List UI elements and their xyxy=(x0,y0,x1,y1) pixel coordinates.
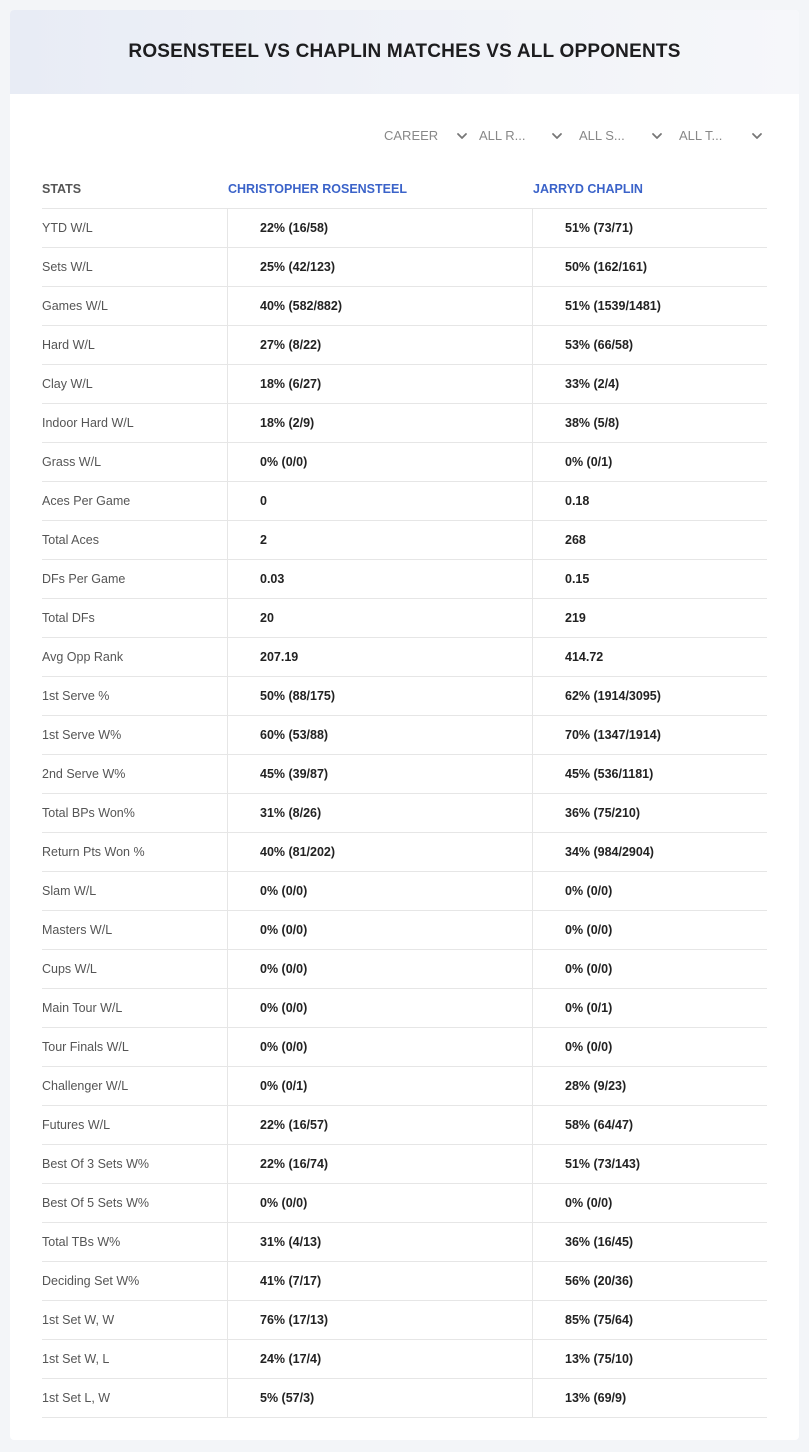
player2-stat-value: 0% (0/0) xyxy=(532,872,767,910)
player1-stat-value: 0% (0/0) xyxy=(227,989,531,1027)
stat-label: Main Tour W/L xyxy=(42,1001,123,1015)
stat-label: Clay W/L xyxy=(42,377,93,391)
player2-stat-value: 51% (73/71) xyxy=(532,209,767,247)
player2-stat-value: 28% (9/23) xyxy=(532,1067,767,1105)
period-filter-select[interactable] xyxy=(384,125,470,147)
table-row xyxy=(42,248,767,287)
stats-table-body xyxy=(42,209,767,1418)
player1-stat-value: 24% (17/4) xyxy=(227,1340,531,1378)
player1-stat-value: 41% (7/17) xyxy=(227,1262,531,1300)
stat-label: Grass W/L xyxy=(42,455,102,469)
player1-stat-value: 0% (0/0) xyxy=(227,872,531,910)
player1-stat-value: 0% (0/1) xyxy=(227,1067,531,1105)
stat-label: Return Pts Won % xyxy=(42,845,145,859)
player2-name-link[interactable]: JARRYD CHAPLIN xyxy=(533,182,643,196)
player1-stat-value: 25% (42/123) xyxy=(227,248,531,286)
table-row xyxy=(42,1379,767,1418)
player2-stat-value: 0% (0/0) xyxy=(532,1184,767,1222)
player2-stat-value: 268 xyxy=(532,521,767,559)
player1-stat-value: 76% (17/13) xyxy=(227,1301,531,1339)
player2-stat-value: 13% (69/9) xyxy=(532,1379,767,1417)
stat-label: Aces Per Game xyxy=(42,494,131,508)
tournament-filter-select[interactable] xyxy=(679,125,765,147)
stat-label: Total BPs Won% xyxy=(42,806,135,820)
stat-label: 2nd Serve W% xyxy=(42,767,126,781)
table-row xyxy=(42,443,767,482)
surface-filter-select[interactable] xyxy=(579,125,665,147)
player1-stat-value: 60% (53/88) xyxy=(227,716,531,754)
stats-column-header: STATS xyxy=(42,182,82,196)
stat-label: Masters W/L xyxy=(42,923,113,937)
chevron-down-icon xyxy=(551,125,563,147)
table-row xyxy=(42,911,767,950)
player1-stat-value: 20 xyxy=(227,599,531,637)
player2-stat-value: 51% (1539/1481) xyxy=(532,287,767,325)
stat-label: YTD W/L xyxy=(42,221,93,235)
player2-stat-value: 53% (66/58) xyxy=(532,326,767,364)
stat-label: Cups W/L xyxy=(42,962,97,976)
table-row xyxy=(42,638,767,677)
stat-label: 1st Serve % xyxy=(42,689,110,703)
player1-stat-value: 0% (0/0) xyxy=(227,1184,531,1222)
player1-stat-value: 22% (16/58) xyxy=(227,209,531,247)
table-row xyxy=(42,482,767,521)
table-row xyxy=(42,950,767,989)
table-row xyxy=(42,1028,767,1067)
table-row xyxy=(42,1106,767,1145)
player2-stat-value: 0.15 xyxy=(532,560,767,598)
table-row xyxy=(42,1067,767,1106)
player1-stat-value: 0.03 xyxy=(227,560,531,598)
player1-stat-value: 45% (39/87) xyxy=(227,755,531,793)
player1-stat-value: 5% (57/3) xyxy=(227,1379,531,1417)
player1-stat-value: 50% (88/175) xyxy=(227,677,531,715)
player2-stat-value: 0% (0/0) xyxy=(532,911,767,949)
table-row xyxy=(42,560,767,599)
stat-label: Challenger W/L xyxy=(42,1079,129,1093)
page-title: ROSENSTEEL VS CHAPLIN MATCHES VS ALL OPPONENTS xyxy=(128,41,681,62)
stat-label: Hard W/L xyxy=(42,338,95,352)
player1-stat-value: 18% (6/27) xyxy=(227,365,531,403)
player2-stat-value: 45% (536/1181) xyxy=(532,755,767,793)
player2-stat-value: 50% (162/161) xyxy=(532,248,767,286)
stat-label: Futures W/L xyxy=(42,1118,111,1132)
stat-label: 1st Serve W% xyxy=(42,728,122,742)
player2-stat-value: 33% (2/4) xyxy=(532,365,767,403)
player1-stat-value: 0% (0/0) xyxy=(227,1028,531,1066)
player1-stat-value: 40% (81/202) xyxy=(227,833,531,871)
player1-stat-value: 22% (16/74) xyxy=(227,1145,531,1183)
player1-stat-value: 0% (0/0) xyxy=(227,950,531,988)
stat-label: Indoor Hard W/L xyxy=(42,416,134,430)
table-row xyxy=(42,404,767,443)
player1-stat-value: 0% (0/0) xyxy=(227,911,531,949)
table-row xyxy=(42,794,767,833)
player2-stat-value: 38% (5/8) xyxy=(532,404,767,442)
table-row xyxy=(42,989,767,1028)
stat-label: 1st Set W, W xyxy=(42,1313,115,1327)
player2-stat-value: 0% (0/1) xyxy=(532,989,767,1027)
stat-label: 1st Set W, L xyxy=(42,1352,110,1366)
stat-label: Slam W/L xyxy=(42,884,97,898)
table-row xyxy=(42,833,767,872)
stats-card xyxy=(10,10,799,1440)
stat-label: Games W/L xyxy=(42,299,108,313)
stat-label: Avg Opp Rank xyxy=(42,650,124,664)
player1-stat-value: 31% (4/13) xyxy=(227,1223,531,1261)
player2-stat-value: 0% (0/1) xyxy=(532,443,767,481)
table-row xyxy=(42,1223,767,1262)
stat-label: Total TBs W% xyxy=(42,1235,121,1249)
player2-stat-value: 56% (20/36) xyxy=(532,1262,767,1300)
player1-stat-value: 22% (16/57) xyxy=(227,1106,531,1144)
player2-stat-value: 62% (1914/3095) xyxy=(532,677,767,715)
table-row xyxy=(42,1301,767,1340)
table-row xyxy=(42,209,767,248)
table-row xyxy=(42,287,767,326)
stat-label: DFs Per Game xyxy=(42,572,126,586)
chevron-down-icon xyxy=(751,125,763,147)
table-row xyxy=(42,521,767,560)
chevron-down-icon xyxy=(651,125,663,147)
round-filter-select[interactable] xyxy=(479,125,565,147)
player2-stat-value: 13% (75/10) xyxy=(532,1340,767,1378)
player2-stat-value: 70% (1347/1914) xyxy=(532,716,767,754)
table-row xyxy=(42,326,767,365)
table-row xyxy=(42,716,767,755)
filter-label: CAREER xyxy=(384,128,439,143)
stats-table-header xyxy=(42,170,767,209)
chevron-down-icon xyxy=(456,125,468,147)
stat-label: Best Of 3 Sets W% xyxy=(42,1157,149,1171)
table-row xyxy=(42,1262,767,1301)
stat-label: Best Of 5 Sets W% xyxy=(42,1196,149,1210)
player2-stat-value: 58% (64/47) xyxy=(532,1106,767,1144)
filter-label: ALL S... xyxy=(579,128,625,143)
player1-stat-value: 18% (2/9) xyxy=(227,404,531,442)
player2-stat-value: 36% (75/210) xyxy=(532,794,767,832)
table-row xyxy=(42,1184,767,1223)
player1-stat-value: 0% (0/0) xyxy=(227,443,531,481)
player2-stat-value: 0.18 xyxy=(532,482,767,520)
player1-name-link[interactable]: CHRISTOPHER ROSENSTEEL xyxy=(228,182,407,196)
player1-stat-value: 0 xyxy=(227,482,531,520)
player1-stat-value: 2 xyxy=(227,521,531,559)
stat-label: Sets W/L xyxy=(42,260,93,274)
player2-stat-value: 0% (0/0) xyxy=(532,950,767,988)
stat-label: Tour Finals W/L xyxy=(42,1040,129,1054)
table-row xyxy=(42,365,767,404)
player2-stat-value: 34% (984/2904) xyxy=(532,833,767,871)
stat-label: Total DFs xyxy=(42,611,95,625)
player2-stat-value: 36% (16/45) xyxy=(532,1223,767,1261)
player2-stat-value: 219 xyxy=(532,599,767,637)
player2-stat-value: 414.72 xyxy=(532,638,767,676)
filter-label: ALL R... xyxy=(479,128,526,143)
filter-label: ALL T... xyxy=(679,128,723,143)
table-row xyxy=(42,677,767,716)
table-row xyxy=(42,755,767,794)
player1-stat-value: 207.19 xyxy=(227,638,531,676)
player2-stat-value: 51% (73/143) xyxy=(532,1145,767,1183)
player2-stat-value: 85% (75/64) xyxy=(532,1301,767,1339)
stat-label: 1st Set L, W xyxy=(42,1391,111,1405)
player2-stat-value: 0% (0/0) xyxy=(532,1028,767,1066)
table-row xyxy=(42,1145,767,1184)
player1-stat-value: 40% (582/882) xyxy=(227,287,531,325)
player1-stat-value: 31% (8/26) xyxy=(227,794,531,832)
stat-label: Total Aces xyxy=(42,533,99,547)
table-row xyxy=(42,872,767,911)
filter-bar xyxy=(384,125,784,147)
page-header xyxy=(10,10,799,94)
stat-label: Deciding Set W% xyxy=(42,1274,140,1288)
table-row xyxy=(42,599,767,638)
player1-stat-value: 27% (8/22) xyxy=(227,326,531,364)
table-row xyxy=(42,1340,767,1379)
